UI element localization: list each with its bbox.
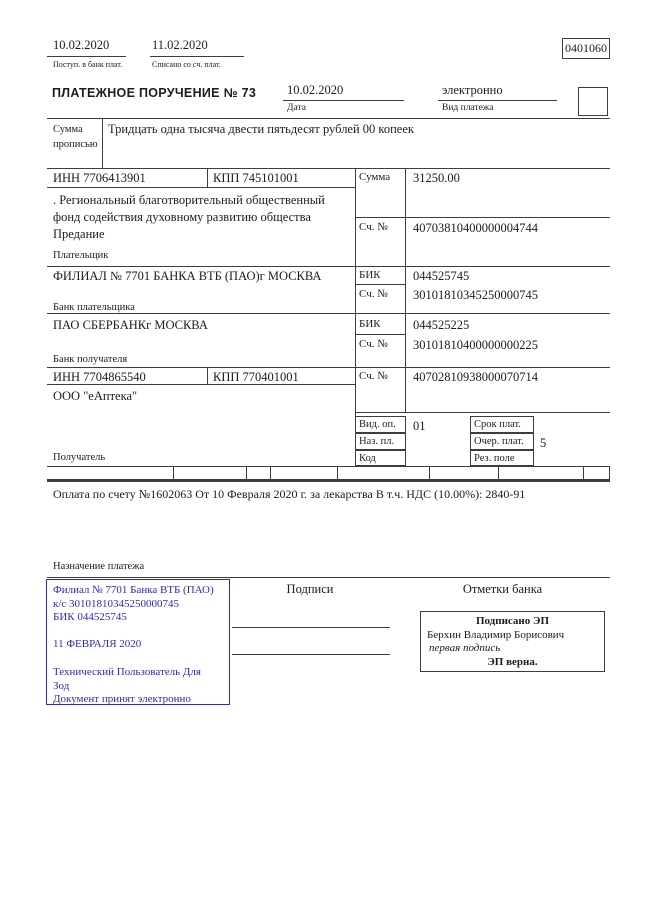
hline-table-bottom-thick — [47, 479, 610, 482]
priority-value: 5 — [540, 436, 547, 450]
signatures-label: Подписи — [286, 582, 334, 596]
vline-payer-inn-kpp-divider — [207, 168, 208, 187]
vline-thinrow-2 — [246, 466, 247, 480]
priority-label: Очер. плат. — [470, 433, 534, 450]
payee-bank-account: 30101810400000000225 — [413, 338, 538, 352]
payer-bank-bik-label: БИК — [359, 269, 381, 281]
hline-payee-account-bottom — [355, 412, 610, 413]
stamp-accepted-note: Документ принят электронно — [53, 693, 191, 705]
stamp-user-block — [53, 666, 227, 707]
reserve-field-label: Рез. поле — [470, 450, 534, 466]
esign-signer-name: Берхин Владимир Борисович — [427, 628, 565, 641]
received-date-underline — [47, 56, 126, 57]
payer-bank-section-label: Банк плательщика — [53, 302, 135, 313]
op-type-label: Вид. оп. — [355, 416, 406, 433]
bank-acceptance-stamp — [46, 579, 230, 705]
payment-purpose-label: Назначение платежа — [53, 561, 145, 572]
amount-in-words-label: Сумма прописью — [53, 124, 98, 150]
payer-name: . Региональный благотворительный общественный фонд содействия духовному развитию общества Предание — [53, 193, 325, 241]
payee-account-label: Сч. № — [359, 370, 388, 382]
hline-payerbank-bik-bottom — [355, 284, 405, 285]
vline-thinrow-5 — [429, 466, 430, 480]
hline-payerbank-bottom — [47, 313, 610, 314]
code-label: Код — [355, 450, 406, 466]
hline-top-of-amount-block — [47, 118, 610, 119]
payment-type-underline — [438, 100, 557, 101]
signature-line-1 — [232, 627, 390, 628]
amount-label: Сумма — [359, 171, 391, 183]
payee-bank-account-label: Сч. № — [359, 338, 388, 350]
vline-thinrow-4 — [337, 466, 338, 480]
payer-bank-account: 30101810345250000745 — [413, 288, 538, 302]
payer-account-label: Сч. № — [359, 221, 388, 233]
payee-account: 40702810938000070714 — [413, 370, 538, 384]
vline-thinrow-3 — [270, 466, 271, 480]
payee-inn: ИНН 7704865540 — [53, 370, 146, 384]
stamp-bank-name: Филиал № 7701 Банка ВТБ (ПАО) — [53, 584, 214, 596]
payer-kpp: КПП 745101001 — [213, 171, 299, 185]
debited-date: 11.02.2020 — [152, 38, 208, 52]
payer-account: 40703810400000004744 — [413, 221, 538, 235]
hline-payer-bottom — [47, 266, 610, 267]
payee-bank-bik: 044525225 — [413, 318, 470, 332]
payer-inn: ИНН 7706413901 — [53, 171, 146, 185]
payee-bank-name: ПАО СБЕРБАНКг МОСКВА — [53, 318, 208, 332]
payee-bank-bik-label: БИК — [359, 318, 381, 330]
esign-verified-note: ЭП верна. — [487, 655, 538, 668]
stamp-bank-block — [53, 584, 227, 625]
debited-label: Списано со сч. плат. — [152, 60, 221, 69]
electronic-signature-box — [420, 611, 605, 672]
hline-amount-account-divider — [355, 217, 610, 218]
stamp-corr-account: к/с 30101810345250000745 — [53, 597, 180, 610]
hline-purpose-bottom — [47, 577, 610, 578]
payee-kpp: КПП 770401001 — [213, 370, 299, 384]
payer-bank-name: ФИЛИАЛ № 7701 БАНКА ВТБ (ПАО)г МОСКВА — [53, 269, 322, 283]
document-title: ПЛАТЕЖНОЕ ПОРУЧЕНИЕ № 73 — [52, 86, 257, 100]
payer-section-label: Плательщик — [53, 250, 109, 261]
bank-marks-label: Отметки банка — [462, 582, 543, 596]
hline-payeebank-bik-bottom — [355, 334, 405, 335]
payment-type-value: электронно — [442, 83, 503, 97]
date-label: Дата — [287, 103, 306, 113]
stamp-date: 11 ФЕВРАЛЯ 2020 — [53, 638, 142, 650]
op-type-value: 01 — [413, 419, 426, 433]
document-date: 10.02.2020 — [287, 83, 344, 97]
hline-payee-bottom — [47, 466, 610, 467]
amount-in-words-value: Тридцать одна тысяча двести пятьдесят рублей 00 копеек — [108, 122, 414, 136]
received-in-bank-date: 10.02.2020 — [53, 38, 110, 52]
esign-title: Подписано ЭП — [475, 615, 550, 627]
payee-section-label: Получатель — [53, 452, 106, 463]
stamp-user-line2: Зод — [53, 679, 70, 692]
vline-payee-inn-kpp-divider — [207, 367, 208, 384]
signature-line-2 — [232, 654, 390, 655]
stamp-date-block — [53, 638, 227, 652]
payer-bank-bik: 044525745 — [413, 269, 470, 283]
vline-thinrow-6 — [498, 466, 499, 480]
payment-kind-checkbox — [578, 87, 608, 116]
hline-payee-innkpp-bottom — [47, 384, 355, 385]
vline-label-column-right — [405, 168, 406, 413]
vline-thinrow-1 — [173, 466, 174, 480]
amount-value: 31250.00 — [413, 171, 460, 185]
form-code-box — [562, 38, 610, 59]
payee-name: ООО "еАптека" — [53, 389, 138, 403]
hline-table-top — [47, 168, 610, 169]
due-date-label: Срок плат. — [470, 416, 534, 433]
vline-amount-words-divider — [102, 118, 103, 168]
stamp-user-line1: Технический Пользователь Для — [53, 666, 201, 678]
payment-purpose-text: Оплата по счету №1602063 От 10 Февраля 2020 г. за лекарства В т.ч. НДС (10.00%): 2840-91 — [53, 487, 526, 501]
debited-date-underline — [150, 56, 244, 57]
hline-payer-innkpp-bottom — [47, 187, 355, 188]
payment-type-label: Вид платежа — [442, 103, 494, 113]
received-in-bank-label: Поступ. в банк плат. — [53, 60, 123, 69]
date-underline — [283, 100, 404, 101]
payee-bank-section-label: Банк получателя — [53, 354, 128, 365]
hline-payeebank-bottom — [47, 367, 610, 368]
esign-signature-kind: первая подпись — [429, 642, 501, 654]
purpose-code-label: Наз. пл. — [355, 433, 406, 450]
vline-thinrow-8 — [609, 466, 610, 480]
form-code: 0401060 — [565, 41, 607, 55]
vline-thinrow-7 — [583, 466, 584, 480]
stamp-bik: БИК 044525745 — [53, 611, 127, 623]
payer-bank-account-label: Сч. № — [359, 288, 388, 300]
